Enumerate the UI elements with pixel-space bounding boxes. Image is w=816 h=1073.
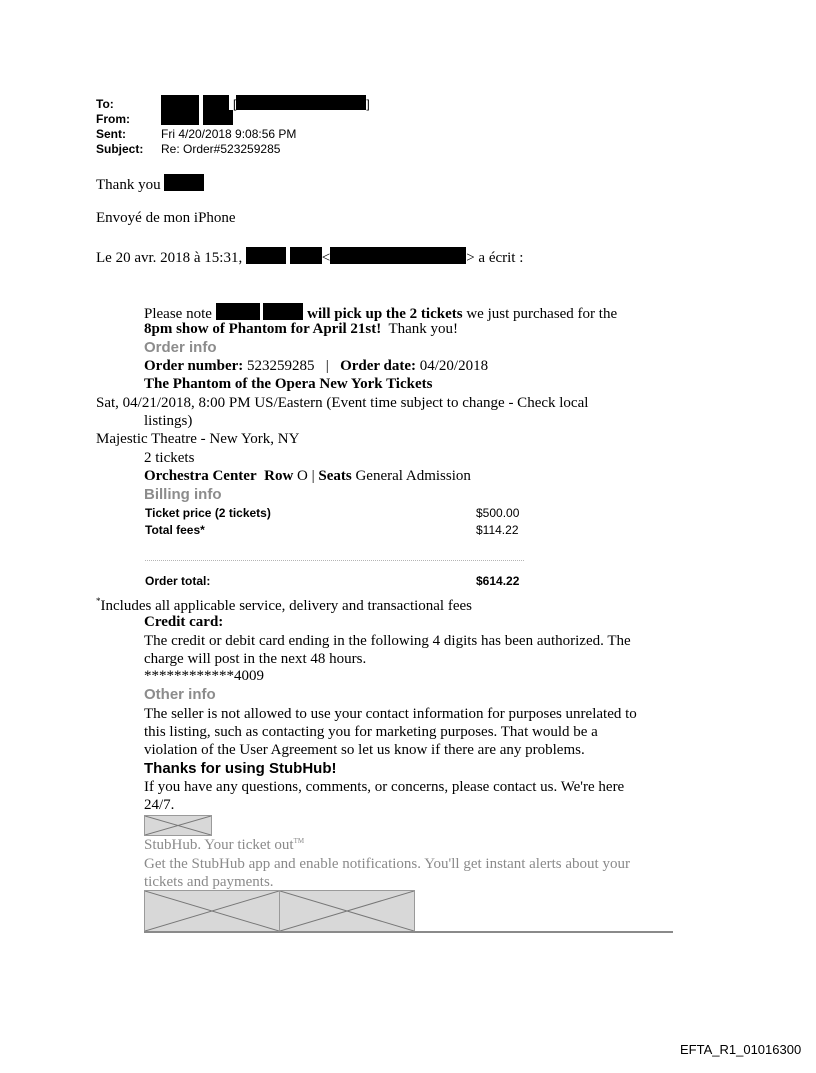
thanks-text: Thank you!	[388, 321, 459, 337]
fees-note-mark: *	[96, 596, 101, 606]
footer-rule	[144, 931, 673, 933]
other-line-2: this listing, such as contacting you for marketing purposes. That would be a	[144, 724, 598, 740]
redacted-name	[216, 303, 260, 320]
redacted-name	[164, 174, 204, 191]
venue: Majestic Theatre - New York, NY	[96, 431, 300, 447]
tagline	[144, 837, 304, 854]
from-label: From:	[96, 112, 130, 126]
to-bracket-open: [	[233, 97, 237, 111]
google-play-badge-placeholder	[279, 890, 415, 932]
order-total-value: $614.22	[476, 574, 520, 588]
contact-line-1: If you have any questions, comments, or concerns, please contact us. We're here	[144, 779, 625, 795]
order-number-label: Order number:	[144, 358, 244, 374]
other-line-3: violation of the User Agreement so let us know if there are any problems.	[144, 742, 585, 758]
quote-suffix: > a écrit :	[466, 250, 524, 266]
fees-note	[96, 596, 472, 615]
fees-value: $114.22	[476, 523, 519, 537]
redacted-name	[246, 247, 286, 264]
quote-prefix: Le 20 avr. 2018 à 15:31,	[96, 250, 243, 266]
message-line-2	[144, 321, 458, 338]
reply-thank-you	[96, 174, 204, 194]
redacted-email	[330, 247, 466, 264]
purchase-text: we just purchased for the	[466, 306, 618, 322]
redacted-name	[203, 110, 233, 125]
order-date-label: Order date:	[340, 358, 417, 374]
other-info-heading: Other info	[144, 686, 216, 703]
redacted-email	[236, 95, 366, 110]
trademark: TM	[293, 837, 305, 845]
card-digits: ************4009	[144, 668, 264, 684]
other-line-1: The seller is not allowed to use your contact information for purposes unrelated to	[144, 706, 637, 722]
thank-you-text: Thank you	[96, 177, 161, 193]
redacted-name	[161, 110, 199, 125]
ticket-price-value: $500.00	[476, 506, 520, 520]
order-separator: |	[325, 358, 329, 374]
order-number-value: 523259285	[247, 358, 315, 374]
sent-from-iphone: Envoyé de mon iPhone	[96, 210, 236, 226]
fees-note-text: Includes all applicable service, delivery and transactional fees	[100, 598, 472, 614]
pickup-text: will pick up the 2 tickets	[307, 306, 463, 322]
seats-label: Seats	[318, 468, 352, 484]
app-line-2: tickets and payments.	[144, 874, 274, 890]
seats-value: General Admission	[355, 468, 471, 484]
redacted-name	[290, 247, 322, 264]
subject-label: Subject:	[96, 142, 144, 156]
credit-card-heading: Credit card:	[144, 614, 224, 630]
redacted-name	[161, 95, 199, 110]
row-value: O |	[297, 468, 315, 484]
subject-value: Re: Order#523259285	[161, 142, 281, 156]
billing-info-heading: Billing info	[144, 486, 222, 503]
credit-line-1: The credit or debit card ending in the following 4 digits has been authorized. The	[144, 633, 631, 649]
event-time-line-2: listings)	[144, 413, 193, 429]
message-line-1	[144, 303, 617, 323]
to-label: To:	[96, 97, 114, 111]
document-id: EFTA_R1_01016300	[680, 1042, 802, 1057]
redacted-name	[263, 303, 303, 320]
order-number-line	[144, 358, 488, 375]
to-bracket-close: ]	[366, 97, 370, 111]
thanks-heading: Thanks for using StubHub!	[144, 760, 337, 777]
stubhub-logo-placeholder	[144, 815, 212, 836]
sent-label: Sent:	[96, 127, 126, 141]
fees-label: Total fees*	[145, 523, 205, 537]
billing-divider	[145, 560, 524, 561]
contact-line-2: 24/7.	[144, 797, 175, 813]
tagline-text: StubHub. Your ticket out	[144, 837, 294, 853]
app-store-badge-placeholder	[144, 890, 280, 932]
show-line: 8pm show of Phantom for April 21st!	[144, 321, 382, 337]
quote-lt: <	[321, 250, 331, 266]
event-time-line-1: Sat, 04/21/2018, 8:00 PM US/Eastern (Event time subject to change - Check local	[96, 395, 589, 411]
app-line-1: Get the StubHub app and enable notifications. You'll get instant alerts about your	[144, 856, 630, 872]
from-sender	[161, 110, 233, 128]
order-date-value: 04/20/2018	[419, 358, 489, 374]
credit-line-2: charge will post in the next 48 hours.	[144, 651, 367, 667]
ticket-price-label: Ticket price (2 tickets)	[145, 506, 271, 520]
seat-line	[144, 468, 471, 485]
quote-attribution	[96, 247, 523, 267]
order-total-label: Order total:	[145, 574, 211, 588]
order-info-heading: Order info	[144, 339, 217, 356]
redacted-name	[203, 95, 229, 110]
sent-value: Fri 4/20/2018 9:08:56 PM	[161, 127, 297, 141]
event-title: The Phantom of the Opera New York Tickets	[144, 376, 433, 392]
section: Orchestra Center	[144, 468, 257, 484]
ticket-count: 2 tickets	[144, 450, 195, 466]
row-label: Row	[264, 468, 294, 484]
please-note: Please note	[144, 306, 212, 322]
